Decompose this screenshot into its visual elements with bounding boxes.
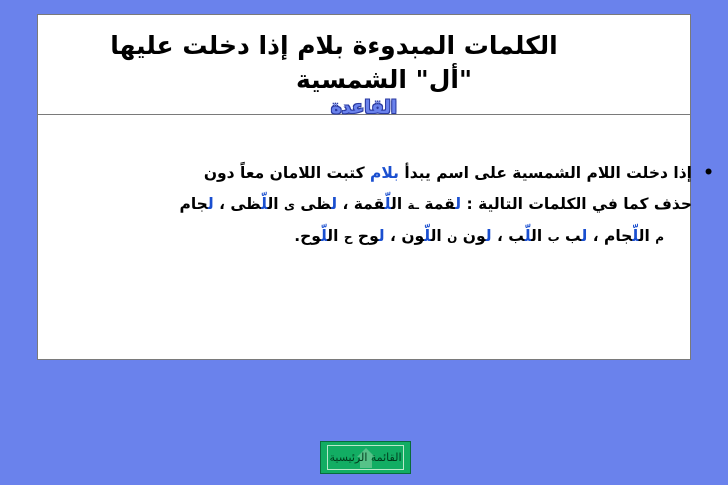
home-menu-button[interactable] bbox=[320, 441, 411, 474]
title-line-2: "أل" الشمسية bbox=[296, 65, 472, 94]
home-menu-label: القائمة الرئيسية bbox=[329, 451, 402, 464]
body-line-1: إذا دخلت اللام الشمسية على اسم يبدأ بلام كتبت اللامان معاً دون bbox=[203, 164, 692, 182]
body-line-2: حذف كما في الكلمات التالية : لقمة ـة اللّقمة ، لظى ى اللّظى ، لجام bbox=[179, 195, 692, 213]
home-menu-button-inner bbox=[327, 445, 404, 470]
bullet-icon: • bbox=[703, 163, 714, 183]
title-line-1: الكلمات المبدوءة بلام إذا دخلت عليها bbox=[110, 31, 558, 60]
rule-label: القاعدة bbox=[331, 97, 397, 118]
rule-body bbox=[14, 158, 714, 253]
body-line-3: م اللّجام ، لب ب اللّب ، لون ن اللّون ، لوح ح اللّوح. bbox=[294, 227, 664, 245]
